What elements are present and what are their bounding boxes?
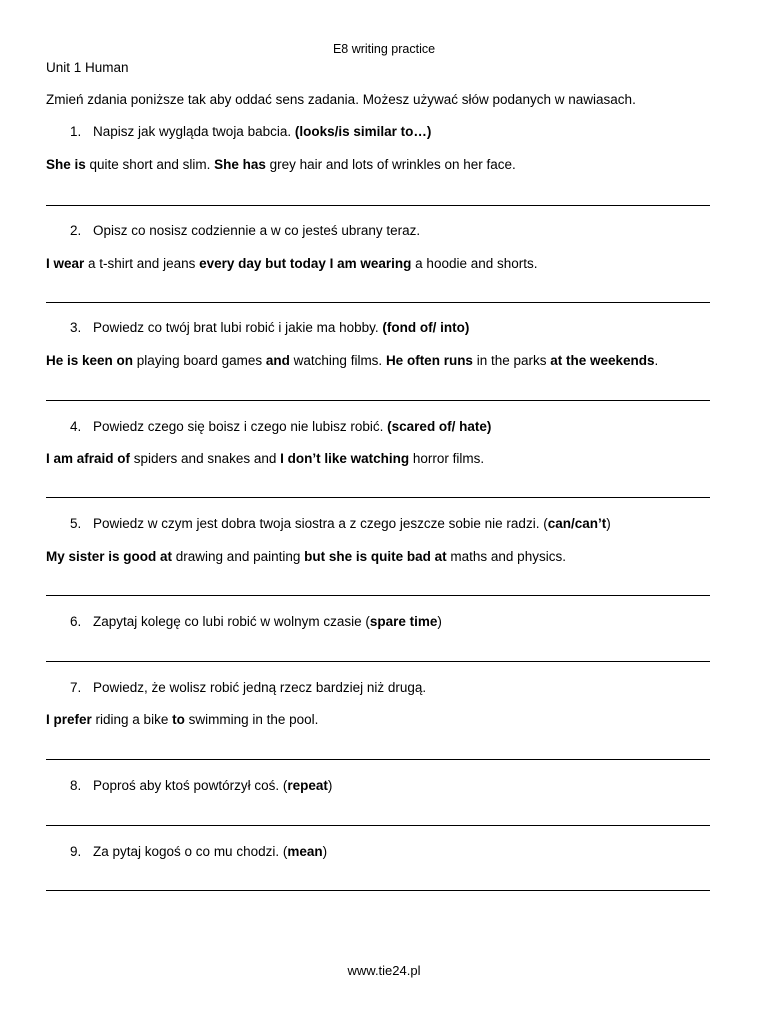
sample-answer: [46, 712, 318, 727]
task-prompt: [70, 844, 327, 859]
bold-phrase: can/can’t: [547, 516, 607, 531]
task-prompt-text: [93, 844, 327, 859]
task-number: 4.: [70, 419, 82, 434]
text-phrase: Za pytaj kogoś o co mu chodzi. (: [93, 844, 288, 859]
bold-phrase: My sister is good at: [46, 549, 173, 564]
worksheet-title: E8 writing practice: [332, 42, 436, 56]
bold-phrase: She is: [46, 157, 86, 172]
text-phrase: Opisz co nosisz codziennie a w co jesteś ubrany teraz.: [93, 223, 421, 238]
text-phrase: Zapytaj kolegę co lubi robić w wolnym czasie (: [93, 614, 370, 629]
bold-phrase: I prefer: [46, 712, 92, 727]
text-phrase: ): [327, 778, 333, 793]
answer-line: [46, 890, 710, 891]
task-prompt: [70, 516, 611, 531]
task-number: 2.: [70, 223, 82, 238]
task-number: 9.: [70, 844, 82, 859]
text-phrase: Powiedz w czym jest dobra twoja siostra a z czego jeszcze sobie nie radzi. (: [93, 516, 548, 531]
task-prompt-text: [93, 614, 442, 629]
text-phrase: horror films.: [409, 451, 485, 466]
text-phrase: riding a bike: [91, 712, 173, 727]
task-number: 7.: [70, 680, 82, 695]
text-phrase: playing board games: [133, 353, 266, 368]
task-prompt: [70, 614, 442, 629]
bold-phrase: I don’t like watching: [280, 451, 410, 466]
text-phrase: swimming in the pool.: [184, 712, 319, 727]
unit-label: Unit 1 Human: [46, 60, 129, 75]
bold-phrase: mean: [287, 844, 323, 859]
text-phrase: Napisz jak wygląda twoja babcia.: [93, 124, 295, 139]
text-phrase: Poproś aby ktoś powtórzył coś. (: [93, 778, 288, 793]
footer-url: www.tie24.pl: [347, 963, 421, 978]
task-prompt-text: [93, 223, 420, 238]
task-prompt: [70, 680, 426, 695]
task-number: 5.: [70, 516, 82, 531]
text-phrase: Powiedz czego się boisz i czego nie lubisz robić.: [93, 419, 388, 434]
sample-answer: [46, 451, 484, 466]
task-prompt: [70, 124, 431, 139]
bold-phrase: He is keen on: [46, 353, 134, 368]
text-phrase: .: [654, 353, 659, 368]
bold-phrase: to: [172, 712, 185, 727]
task-prompt-text: [93, 680, 426, 695]
text-phrase: ): [606, 516, 611, 531]
sample-answer: [46, 353, 658, 368]
task-number: 6.: [70, 614, 82, 629]
text-phrase: grey hair and lots of wrinkles on her face.: [265, 157, 516, 172]
text-phrase: Powiedz, że wolisz robić jedną rzecz bardziej niż drugą.: [93, 680, 427, 695]
task-number: 3.: [70, 320, 82, 335]
answer-line: [46, 497, 710, 498]
text-phrase: a hoodie and shorts.: [411, 256, 538, 271]
bold-phrase: He often runs: [385, 353, 473, 368]
bold-phrase: and: [265, 353, 290, 368]
task-prompt: [70, 419, 491, 434]
bold-phrase: repeat: [287, 778, 328, 793]
text-phrase: watching films.: [289, 353, 386, 368]
task-prompt: [70, 778, 332, 793]
instruction-text: Zmień zdania poniższe tak aby oddać sens zadania. Możesz używać słów podanych w nawiasach.: [46, 92, 636, 107]
text-phrase: spiders and snakes and: [130, 451, 281, 466]
task-number: 1.: [70, 124, 82, 139]
bold-phrase: (scared of/ hate): [387, 419, 492, 434]
bold-phrase: I wear: [46, 256, 85, 271]
task-prompt: [70, 320, 469, 335]
text-phrase: maths and physics.: [446, 549, 566, 564]
answer-line: [46, 302, 710, 303]
task-prompt: [70, 223, 420, 238]
sample-answer: [46, 256, 538, 271]
task-prompt-text: [93, 419, 491, 434]
task-prompt-text: [93, 124, 431, 139]
text-phrase: ): [322, 844, 328, 859]
task-prompt-text: [93, 320, 469, 335]
text-phrase: ): [437, 614, 442, 629]
text-phrase: in the parks: [472, 353, 551, 368]
bold-phrase: (looks/is similar to…): [294, 124, 432, 139]
answer-line: [46, 595, 710, 596]
answer-line: [46, 661, 710, 662]
text-phrase: a t-shirt and jeans: [84, 256, 200, 271]
text-phrase: quite short and slim.: [85, 157, 215, 172]
bold-phrase: at the weekends: [550, 353, 655, 368]
bold-phrase: but she is quite bad at: [304, 549, 447, 564]
bold-phrase: She has: [214, 157, 266, 172]
answer-line: [46, 825, 710, 826]
text-phrase: drawing and painting: [172, 549, 305, 564]
answer-line: [46, 400, 710, 401]
sample-answer: [46, 549, 566, 564]
task-prompt-text: [93, 778, 332, 793]
bold-phrase: every day but today I am wearing: [199, 256, 412, 271]
text-phrase: Powiedz co twój brat lubi robić i jakie ma hobby.: [93, 320, 383, 335]
answer-line: [46, 205, 710, 206]
sample-answer: [46, 157, 516, 172]
task-number: 8.: [70, 778, 82, 793]
task-prompt-text: [93, 516, 611, 531]
bold-phrase: spare time: [369, 614, 438, 629]
bold-phrase: (fond of/ into): [382, 320, 470, 335]
bold-phrase: I am afraid of: [46, 451, 131, 466]
answer-line: [46, 759, 710, 760]
